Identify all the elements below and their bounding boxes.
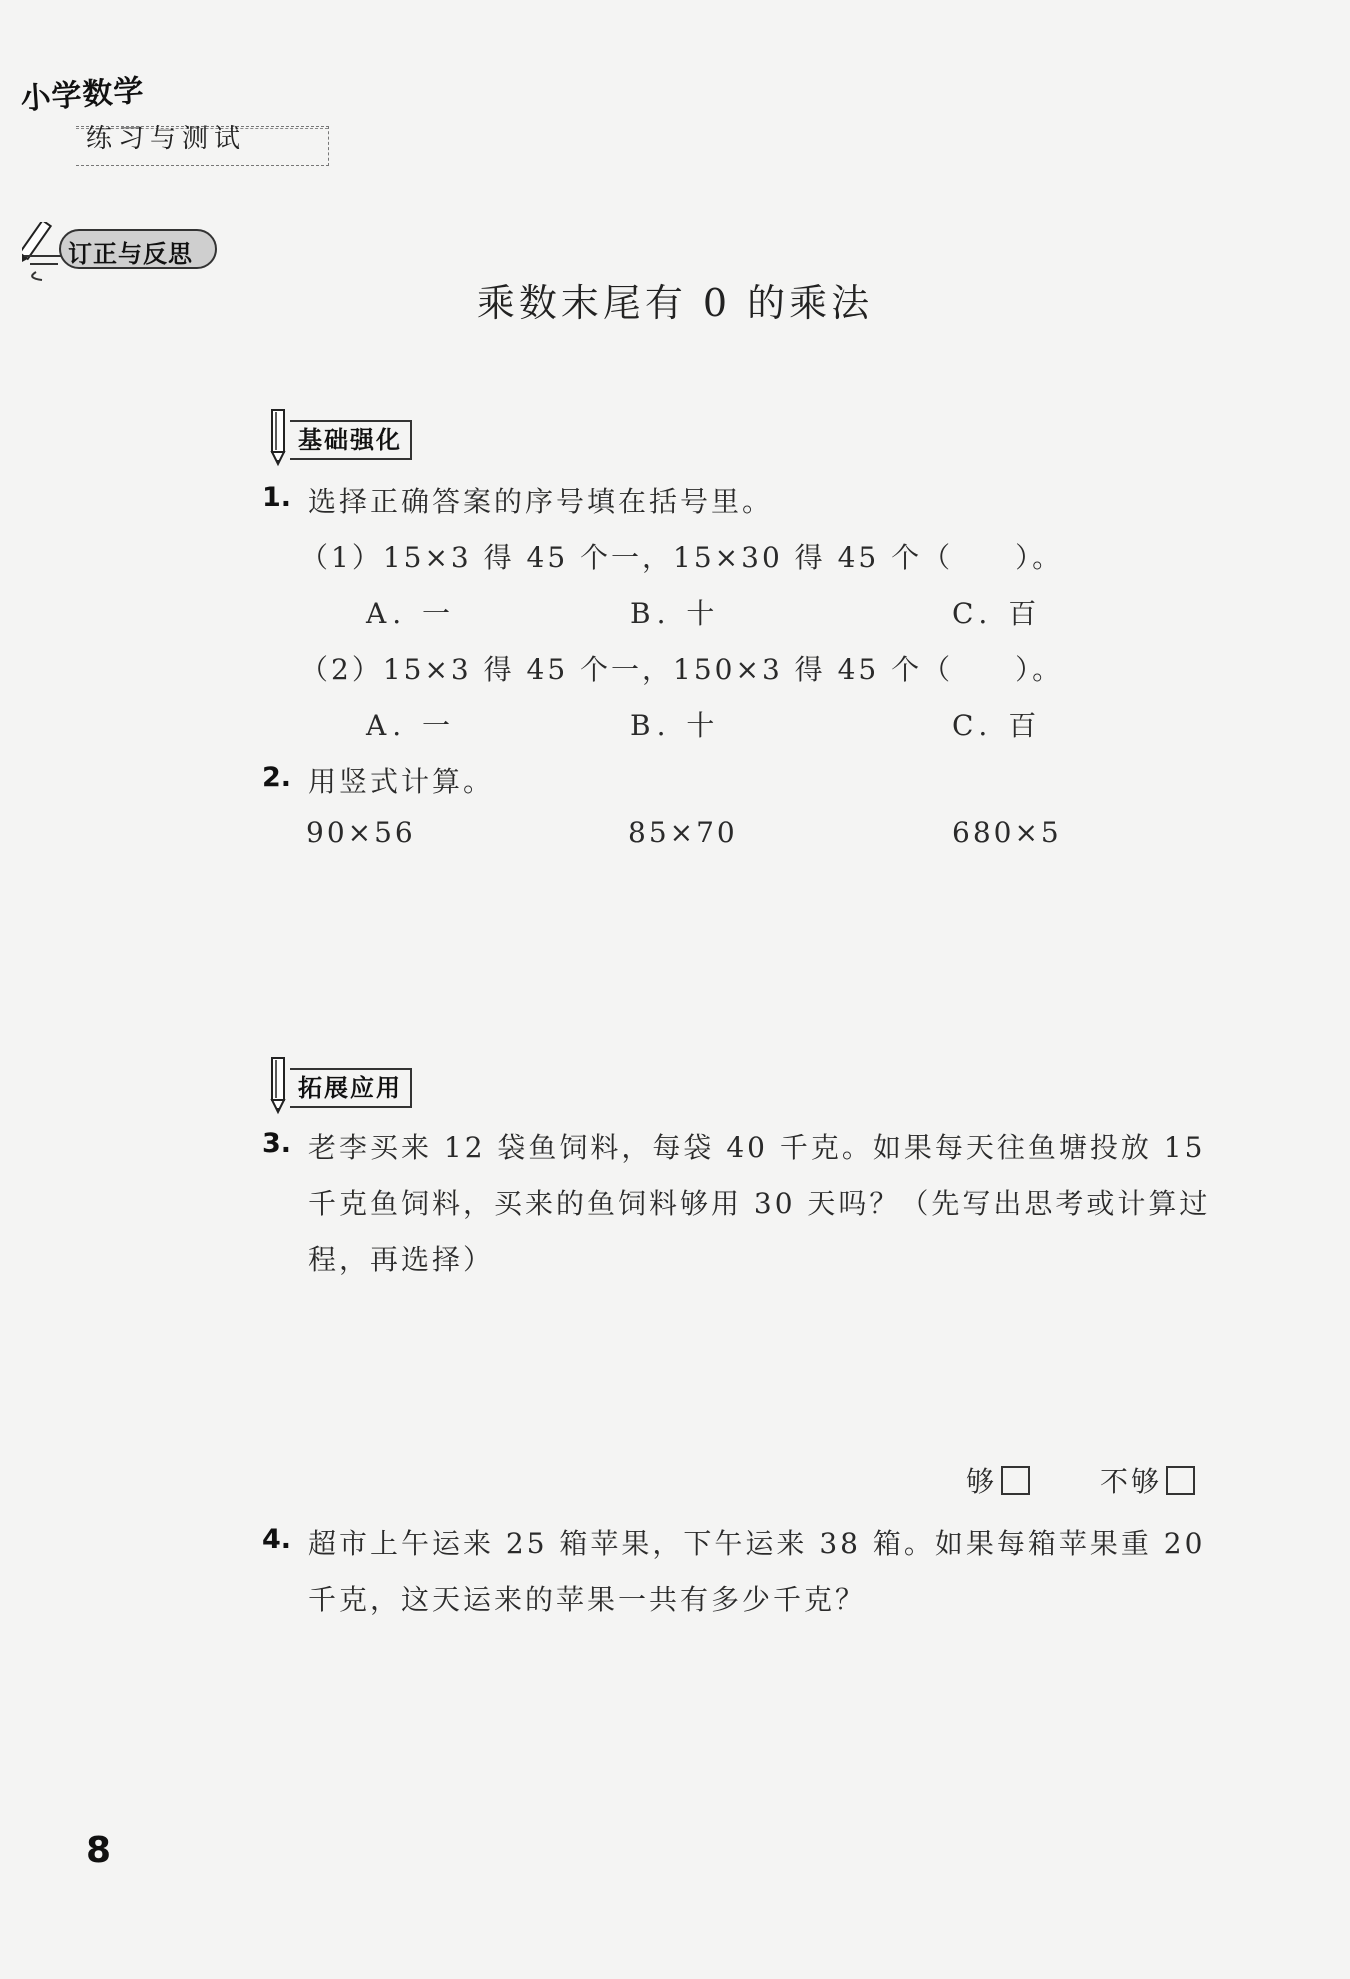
q3-line-2: 千克鱼饲料，买来的鱼饲料够用 30 天吗？（先写出思考或计算过 [308,1187,1211,1220]
q1-sub2-option-a: A. 一 [366,709,457,742]
q1-prompt: 选择正确答案的序号填在括号里。 [308,485,774,518]
q3-enough-checkbox[interactable] [1001,1466,1030,1495]
q4-number: 4. [262,1524,292,1555]
q1-sub1-option-a: A. 一 [366,597,457,630]
q3-line-1: 老李买来 12 袋鱼饲料，每袋 40 千克。如果每天往鱼塘投放 15 [308,1131,1206,1164]
section-extended-label: 拓展应用 [290,1068,412,1108]
q3-number: 3. [262,1128,292,1159]
q3-choice-not-enough-label: 不够 [1100,1465,1163,1498]
brand-subtitle: 练习与测试 [86,124,247,154]
section-basic-label: 基础强化 [290,420,412,460]
pencil-icon [266,1054,292,1116]
q1-sub1: （1）15×3 得 45 个一，15×30 得 45 个（ ）。 [300,541,1064,574]
q1-sub2: （2）15×3 得 45 个一，150×3 得 45 个（ ）。 [300,653,1064,686]
q3-choice-enough-label: 够 [966,1465,998,1498]
q3-choice-not-enough [1100,1460,1195,1500]
q2-prompt: 用竖式计算。 [308,765,495,798]
q1-sub2-option-b: B. 十 [630,709,721,742]
page-number: 8 [86,1830,112,1871]
q2-number: 2. [262,762,292,793]
pencil-icon [266,406,292,468]
page-title: 乘数末尾有 0 的乘法 [476,281,874,325]
q3-choice-enough [966,1460,1030,1500]
q1-sub1-option-b: B. 十 [630,597,721,630]
correction-label: 订正与反思 [68,240,193,268]
q1-sub2-option-c: C. 百 [952,709,1043,742]
q2-item-1: 90×56 [306,816,416,849]
q2-item-2: 85×70 [628,816,738,849]
q3-line-3: 程，再选择） [308,1243,495,1276]
brand-title: 小学数学 [19,73,146,118]
q4-line-2: 千克，这天运来的苹果一共有多少千克？ [308,1583,867,1616]
q4-line-1: 超市上午运来 25 箱苹果，下午运来 38 箱。如果每箱苹果重 20 [308,1527,1206,1560]
q3-not-enough-checkbox[interactable] [1166,1466,1195,1495]
q1-sub1-option-c: C. 百 [952,597,1043,630]
q1-number: 1. [262,482,292,513]
q2-item-3: 680×5 [952,816,1062,849]
